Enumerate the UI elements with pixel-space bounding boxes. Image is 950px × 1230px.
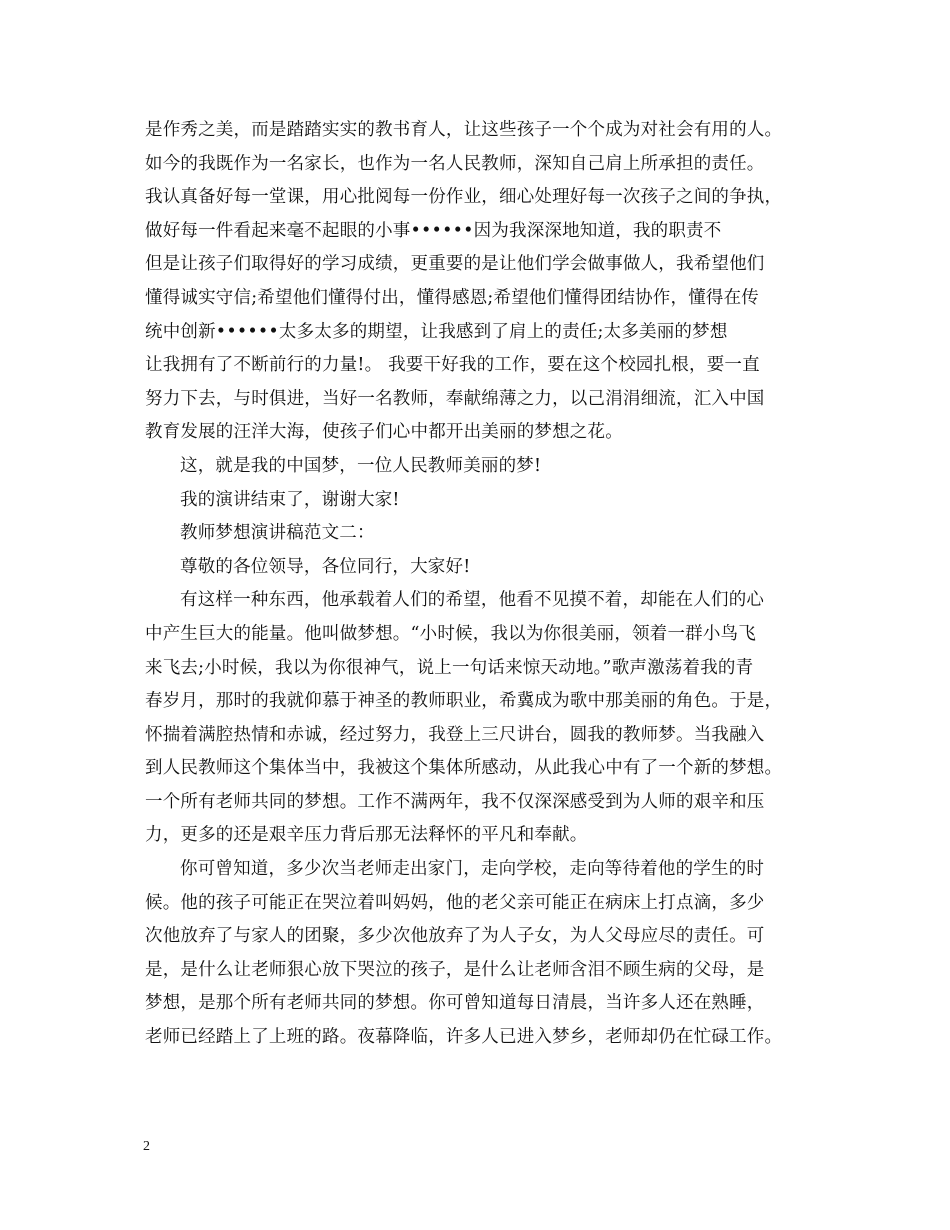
text-line: 我的演讲结束了，谢谢大家! bbox=[180, 489, 400, 510]
text-line: 我认真备好每一堂课，用心批阅每一份作业，细心处理好每一次孩子之间的争执， bbox=[145, 187, 783, 208]
page-number: 2 bbox=[143, 1139, 150, 1154]
body-text bbox=[145, 114, 835, 1055]
text-line: 中产生巨大的能量。他叫做梦想。“小时候，我以为你很美丽，领着一群小鸟飞 bbox=[145, 623, 756, 644]
text-line: 梦想，是那个所有老师共同的梦想。你可曾知道每日清晨，当许多人还在熟睡， bbox=[145, 993, 765, 1014]
text-line: 这，就是我的中国梦，一位人民教师美丽的梦! bbox=[180, 455, 542, 476]
text-line: 来飞去;小时候，我以为你很神气，说上一句话来惊天动地。”歌声激荡着我的青 bbox=[145, 657, 754, 678]
text-line: 力，更多的还是艰辛压力背后那无法释怀的平凡和奉献。 bbox=[145, 825, 588, 846]
text-line: 老师已经踏上了上班的路。夜幕降临，许多人已进入梦乡，老师却仍在忙碌工作。 bbox=[145, 1027, 783, 1048]
text-line: 有这样一种东西，他承载着人们的希望，他看不见摸不着，却能在人们的心 bbox=[180, 590, 765, 611]
text-line: 春岁月，那时的我就仰慕于神圣的教师职业，希冀成为歌中那美丽的角色。于是， bbox=[145, 691, 783, 712]
text-line: 怀揣着满腔热情和赤诚，经过努力，我登上三尺讲台，圆我的教师梦。当我融入 bbox=[145, 724, 765, 745]
text-line: 做好每一件看起来毫不起眼的小事••••••因为我深深地知道，我的职责不 bbox=[145, 220, 722, 241]
text-line: 尊敬的各位领导，各位同行，大家好! bbox=[180, 556, 471, 577]
text-line: 教师梦想演讲稿范文二： bbox=[180, 523, 375, 544]
text-line: 到人民教师这个集体当中，我被这个集体所感动，从此我心中有了一个新的梦想。 bbox=[145, 758, 783, 779]
text-line: 懂得诚实守信;希望他们懂得付出，懂得感恩;希望他们懂得团结协作，懂得在传 bbox=[145, 287, 759, 308]
text-line: 教育发展的汪洋大海，使孩子们心中都开出美丽的梦想之花。 bbox=[145, 422, 623, 443]
text-line: 次他放弃了与家人的团聚，多少次他放弃了为人子女，为人父母应尽的责任。可 bbox=[145, 926, 765, 947]
text-line: 是，是什么让老师狠心放下哭泣的孩子，是什么让老师含泪不顾生病的父母，是 bbox=[145, 959, 765, 980]
text-line: 让我拥有了不断前行的力量!。 我要干好我的工作，要在这个校园扎根，要一直 bbox=[145, 355, 760, 376]
text-line: 一个所有老师共同的梦想。工作不满两年，我不仅深深感受到为人师的艰辛和压 bbox=[145, 791, 765, 812]
text-line: 是作秀之美，而是踏踏实实的教书育人，让这些孩子一个个成为对社会有用的人。 bbox=[145, 120, 783, 140]
text-line: 候。他的孩子可能正在哭泣着叫妈妈，他的老父亲可能正在病床上打点滴，多少 bbox=[145, 892, 765, 913]
text-line: 你可曾知道，多少次当老师走出家门，走向学校，走向等待着他的学生的时 bbox=[180, 859, 765, 880]
text-line: 但是让孩子们取得好的学习成绩，更重要的是让他们学会做事做人，我希望他们 bbox=[145, 254, 765, 275]
text-line: 如今的我既作为一名家长，也作为一名人民教师，深知自己肩上所承担的责任。 bbox=[145, 153, 765, 174]
text-line: 努力下去，与时俱进，当好一名教师，奉献绵薄之力，以己涓涓细流，汇入中国 bbox=[145, 388, 765, 409]
text-line: 统中创新••••••太多太多的期望，让我感到了肩上的责任;太多美丽的梦想 bbox=[145, 321, 728, 342]
